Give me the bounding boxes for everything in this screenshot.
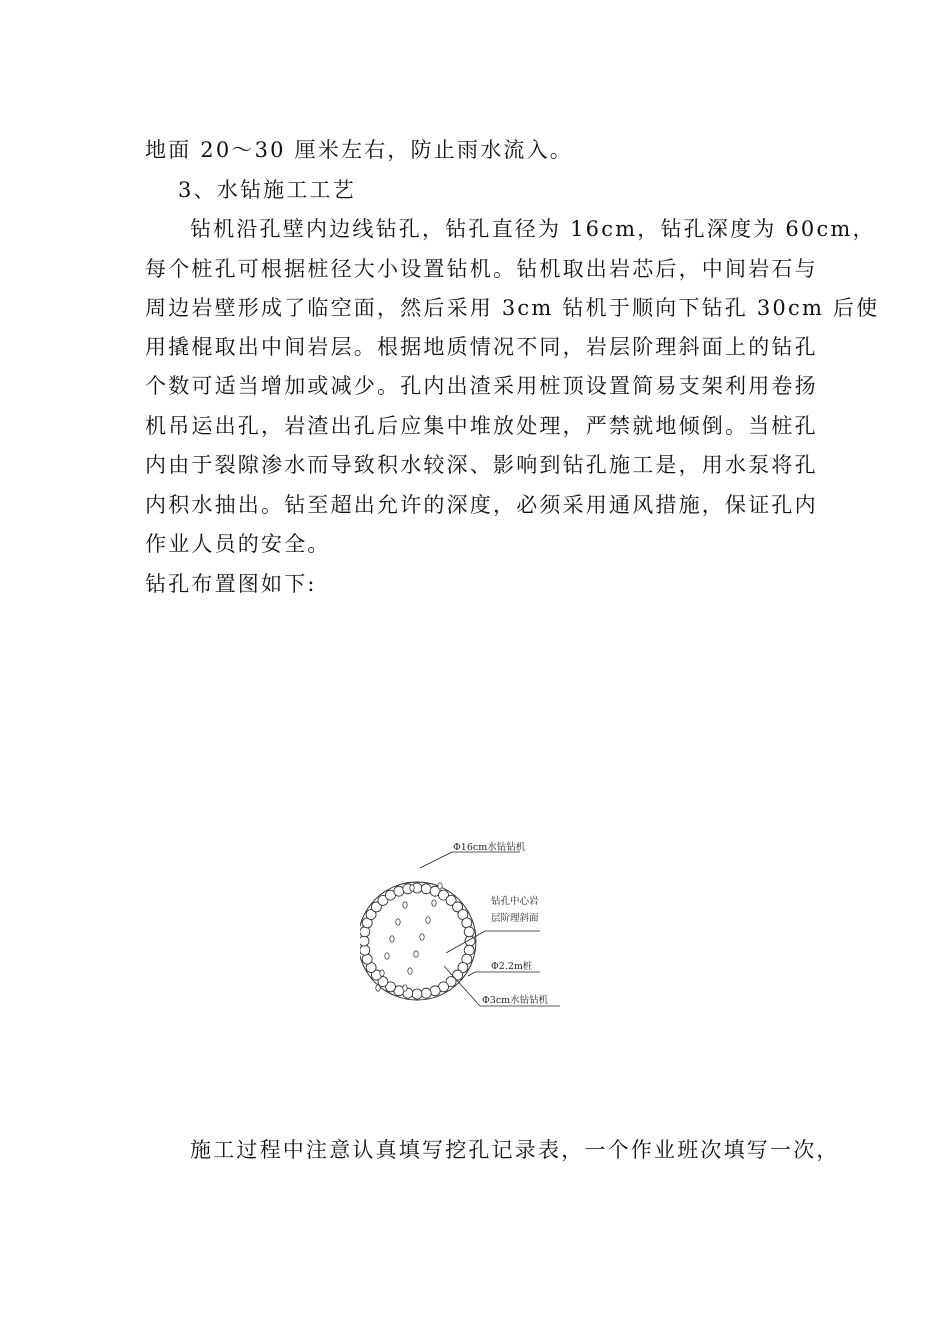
body-line: 周边岩壁形成了临空面，然后采用 3cm 钻机于顺向下钻孔 30cm 后使	[145, 296, 880, 320]
section-heading: 3、水钻施工工艺	[178, 178, 356, 202]
diagram-intro: 钻孔布置图如下:	[145, 572, 317, 596]
drill-hole-3cm	[403, 985, 407, 991]
label-3cm-drill: Φ3cm水钻钻机	[482, 995, 549, 1006]
drill-hole-16cm	[464, 927, 474, 937]
drill-hole-3cm	[420, 934, 424, 940]
body-line: 机吊运出孔，岩渣出孔后应集中堆放处理，严禁就地倾倒。当桩孔	[145, 414, 818, 438]
drill-hole-3cm	[426, 917, 430, 923]
body-line: 内由于裂隙渗水而导致积水较深、影响到钻孔施工是，用水泵将孔	[145, 453, 818, 477]
label-center-line2: 层阶理斜面	[491, 913, 539, 924]
drill-hole-16cm	[421, 884, 431, 894]
drill-hole-16cm	[464, 945, 474, 955]
drill-hole-16cm	[360, 936, 369, 946]
drill-hole-3cm	[376, 985, 380, 991]
drill-hole-16cm	[430, 986, 440, 996]
label-center-line1: 钻孔中心岩	[491, 896, 539, 907]
drill-hole-3cm	[390, 936, 394, 942]
drill-hole-3cm	[380, 970, 384, 976]
drill-hole-3cm	[414, 951, 418, 957]
drilling-layout-diagram	[360, 838, 570, 1038]
body-line: 每个桩孔可根据桩径大小设置钻机。钻机取出岩芯后，中间岩石与	[145, 257, 818, 281]
body-line: 用撬棍取出中间岩层。根据地质情况不同，岩层阶理斜面上的钻孔	[145, 335, 818, 359]
label-pile: Φ2.2m桩	[491, 961, 533, 972]
paragraph-ground: 地面 20～30 厘米左右，防止雨水流入。	[145, 138, 573, 162]
drill-hole-3cm	[432, 900, 436, 906]
drill-hole-3cm	[408, 968, 412, 974]
drill-hole-16cm	[360, 945, 370, 955]
drill-hole-16cm	[394, 886, 404, 896]
drill-hole-3cm	[403, 902, 407, 908]
label-16cm-drill: Φ16cm水钻钻机	[453, 842, 526, 853]
drill-hole-3cm	[438, 883, 442, 889]
body-line: 个数可适当增加或减少。孔内出渣采用桩顶设置简易支架利用卷扬	[145, 374, 818, 398]
drill-hole-3cm	[385, 953, 389, 959]
drill-hole-16cm	[462, 918, 472, 928]
final-paragraph: 施工过程中注意认真填写挖孔记录表，一个作业班次填写一次，	[190, 1138, 840, 1162]
body-line: 作业人员的安全。	[145, 532, 331, 556]
drill-hole-3cm	[396, 919, 400, 925]
drill-hole-16cm	[412, 989, 422, 999]
drill-hole-16cm	[421, 988, 431, 998]
body-line: 钻机沿孔壁内边线钻孔，钻孔直径为 16cm，钻孔深度为 60cm，	[190, 217, 876, 241]
body-line: 内积水抽出。钻至超出允许的深度，必须采用通风措施，保证孔内	[145, 493, 818, 517]
drill-hole-16cm	[362, 954, 372, 964]
drill-hole-16cm	[360, 927, 370, 937]
drill-hole-3cm	[410, 885, 414, 891]
